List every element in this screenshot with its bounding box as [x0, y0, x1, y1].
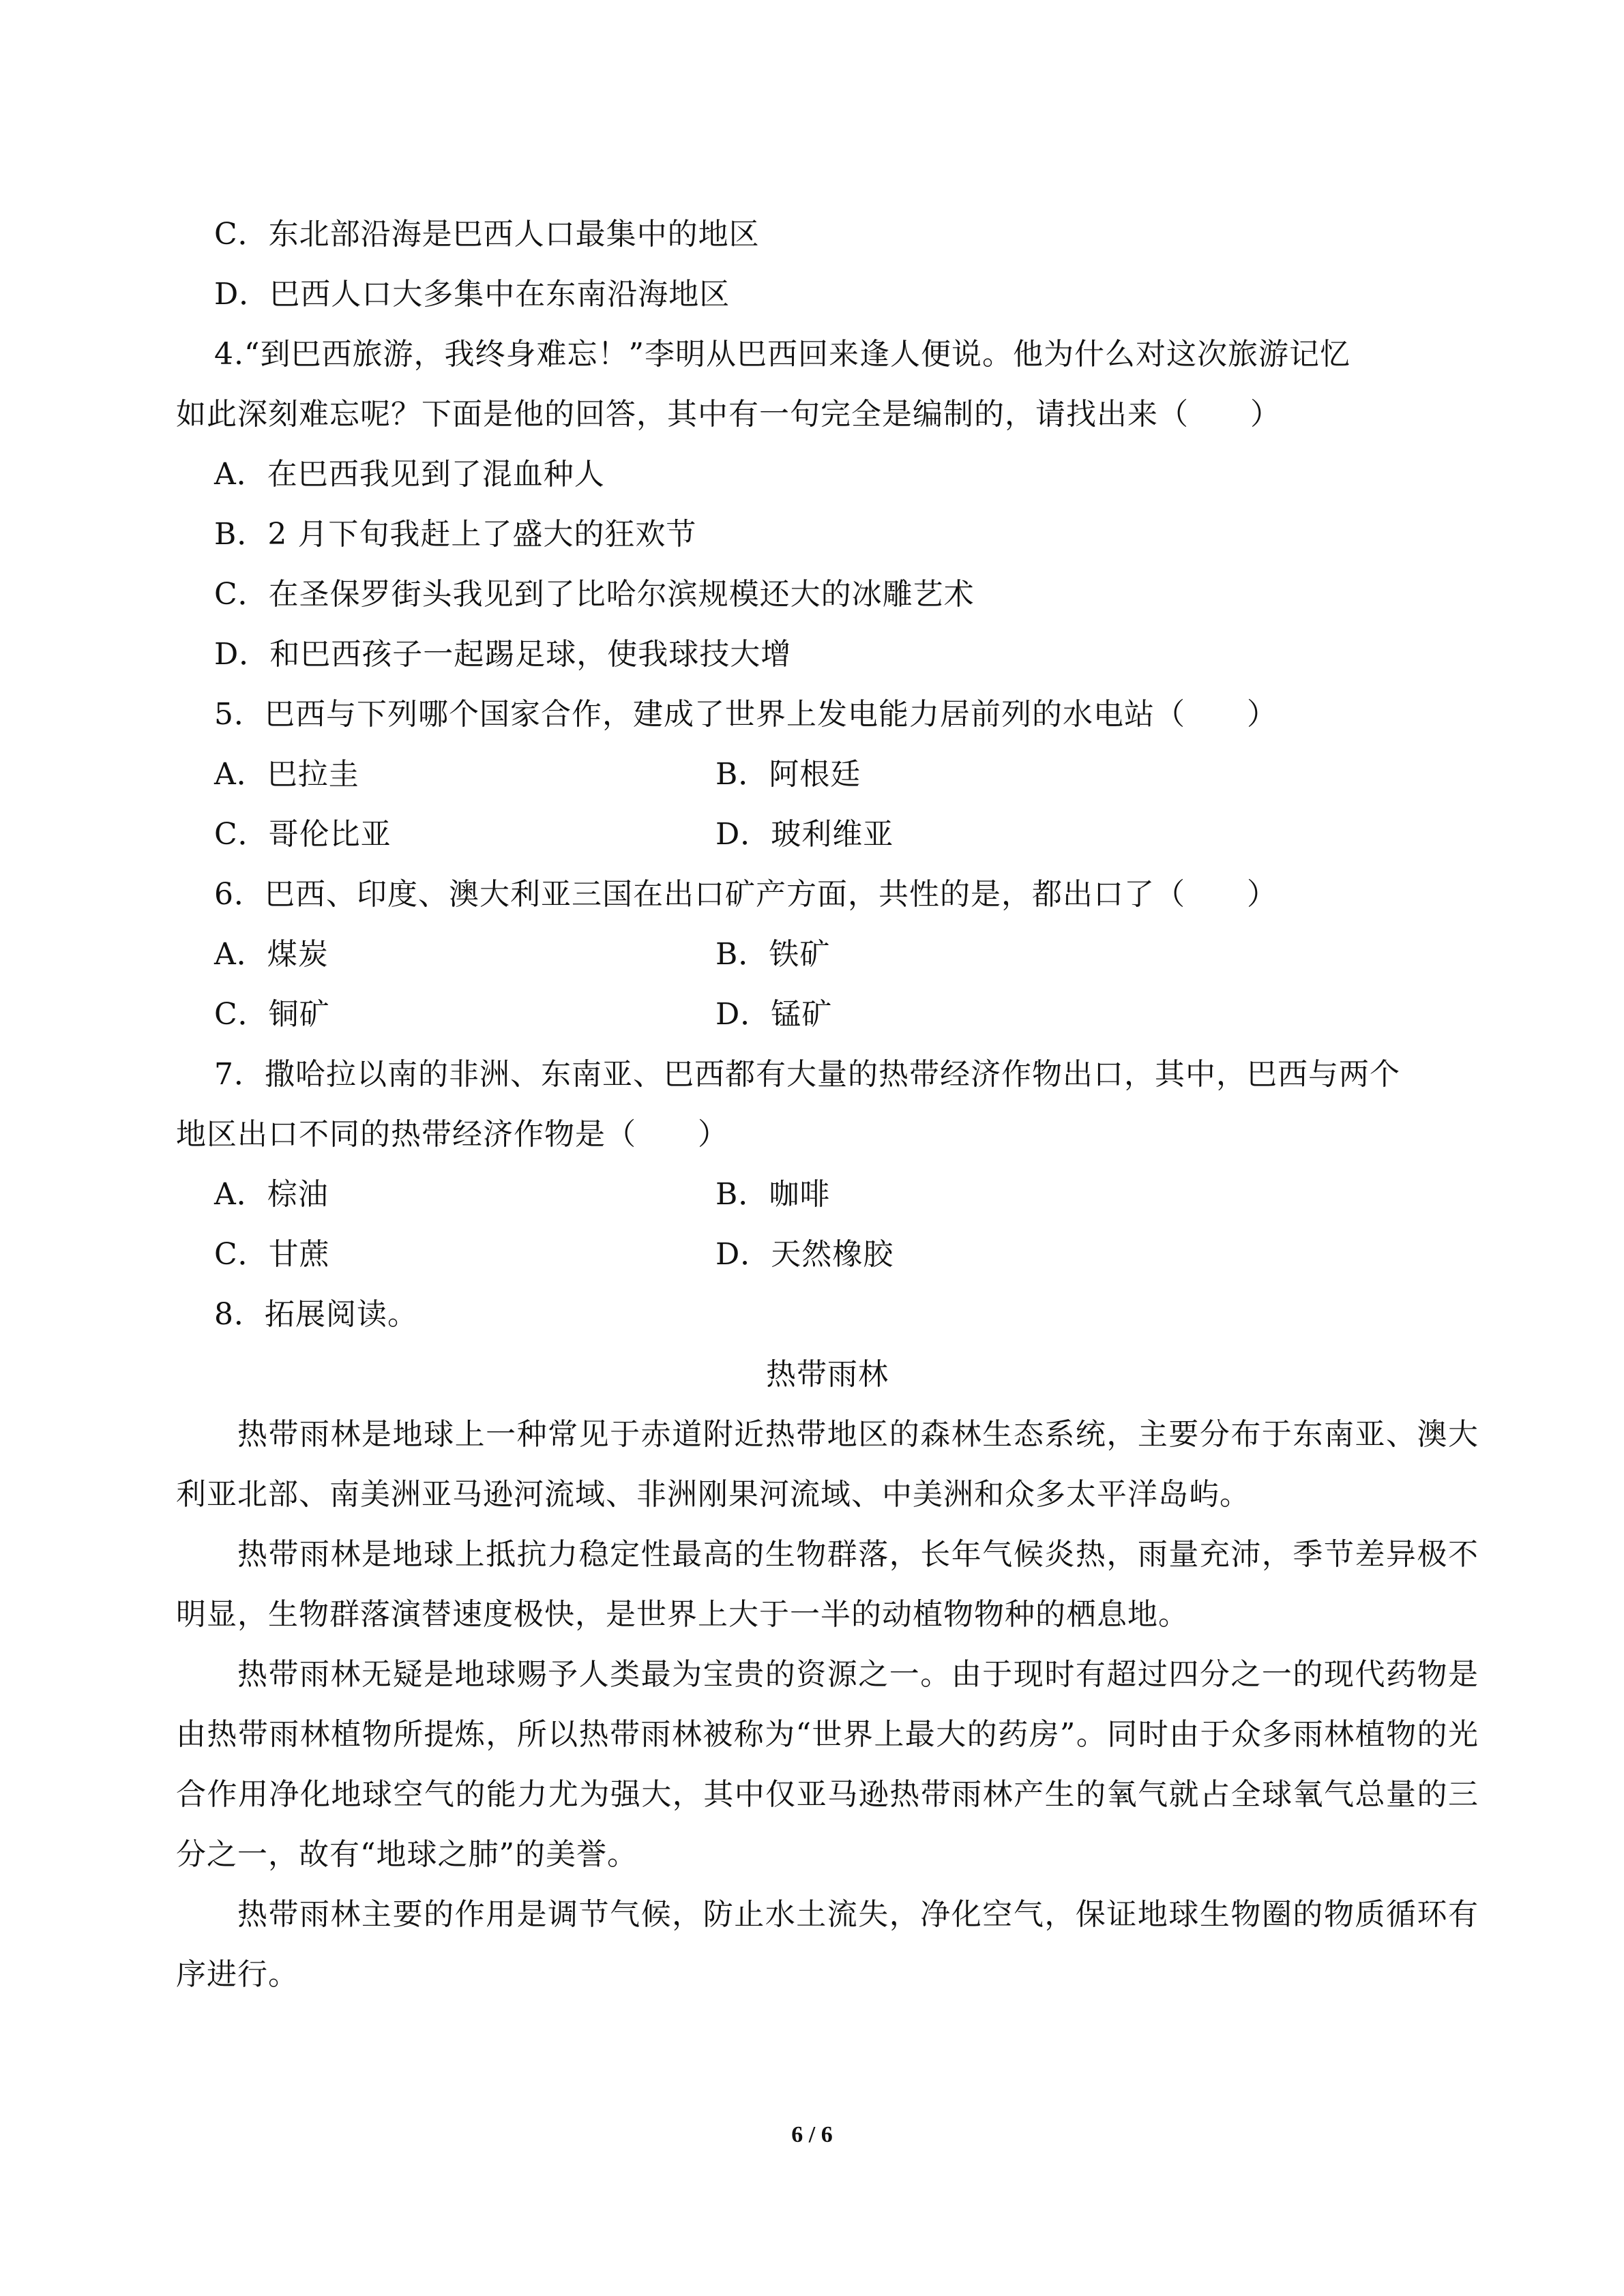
q7-options-row2: [176, 1225, 1479, 1285]
q6-option-c: C．铜矿: [214, 997, 330, 1032]
q5-stem: 5．巴西与下列哪个国家合作，建成了世界上发电能力居前列的水电站（ ）: [214, 697, 1278, 732]
q7-options-row1: [176, 1165, 1479, 1225]
page-content: [176, 205, 1479, 2005]
q3-option-c: C．东北部沿海是巴西人口最集中的地区: [214, 217, 760, 252]
q4-option-c: C．在圣保罗街头我见到了比哈尔滨规模还大的冰雕艺术: [214, 577, 975, 612]
q6-option-a: A．煤炭: [214, 937, 329, 972]
q5-options-row2: [176, 805, 1479, 865]
q5-option-d: D．玻利维亚: [715, 817, 894, 852]
q7-stem-line1: 7．撒哈拉以南的非洲、东南亚、巴西都有大量的热带经济作物出口，其中，巴西与两个: [214, 1057, 1400, 1092]
q6-stem: 6．巴西、印度、澳大利亚三国在出口矿产方面，共性的是，都出口了（ ）: [214, 877, 1278, 912]
q5-option-b: B．阿根廷: [715, 757, 861, 792]
article-paragraph: 热带雨林是地球上抵抗力稳定性最高的生物群落，长年气候炎热，雨量充沛，季节差异极不明显，生物群落演替速度极快，是世界上大于一半的动植物物种的栖息地。: [176, 1537, 1479, 1632]
q7-option-c: C．甘蔗: [214, 1237, 330, 1272]
q4-stem-line2: 如此深刻难忘呢？下面是他的回答，其中有一句完全是编制的，请找出来（ ）: [176, 397, 1281, 432]
q5-options-row1: [176, 745, 1479, 805]
q6-options-row1: [176, 925, 1479, 985]
q7-option-d: D．天然橡胶: [715, 1237, 894, 1272]
q6-option-d: D．锰矿: [715, 997, 833, 1032]
q6-options-row2: [176, 985, 1479, 1045]
q7-stem-line2: 地区出口不同的热带经济作物是（ ）: [176, 1117, 728, 1152]
page-number: 6 / 6: [791, 2122, 833, 2147]
q4-option-a: A．在巴西我见到了混血种人: [214, 457, 605, 492]
q8-stem: 8．拓展阅读。: [214, 1297, 418, 1332]
article-paragraph: 热带雨林无疑是地球赐予人类最为宝贵的资源之一。由于现时有超过四分之一的现代药物是由热带雨林植物所提炼，所以热带雨林被称为“世界上最大的药房”。同时由于众多雨林植物的光合作用净化地球空气的能力尤为强大，其中仅亚马逊热带雨林产生的氧气就占全球氧气总量的三分之一，故有“地球之肺”的美誉。: [176, 1657, 1479, 1872]
q5-option-a: A．巴拉圭: [214, 757, 359, 792]
q7-option-a: A．棕油: [214, 1177, 329, 1212]
article-paragraph: 热带雨林主要的作用是调节气候，防止水土流失，净化空气，保证地球生物圈的物质循环有序进行。: [176, 1897, 1479, 1992]
q4-option-b: B．2 月下旬我赶上了盛大的狂欢节: [214, 517, 697, 552]
q3-option-d: D．巴西人口大多集中在东南沿海地区: [214, 277, 730, 312]
q4-option-d: D．和巴西孩子一起踢足球，使我球技大增: [214, 637, 792, 672]
q4-stem-line1: 4.“到巴西旅游，我终身难忘！”李明从巴西回来逢人便说。他为什么对这次旅游记忆: [214, 337, 1350, 372]
q5-option-c: C．哥伦比亚: [214, 817, 392, 852]
article-paragraph: 热带雨林是地球上一种常见于赤道附近热带地区的森林生态系统，主要分布于东南亚、澳大利亚北部、南美洲亚马逊河流域、非洲刚果河流域、中美洲和众多太平洋岛屿。: [176, 1417, 1479, 1512]
article-title: 热带雨林: [766, 1357, 889, 1392]
q6-option-b: B．铁矿: [715, 937, 831, 972]
q7-option-b: B．咖啡: [715, 1177, 831, 1212]
